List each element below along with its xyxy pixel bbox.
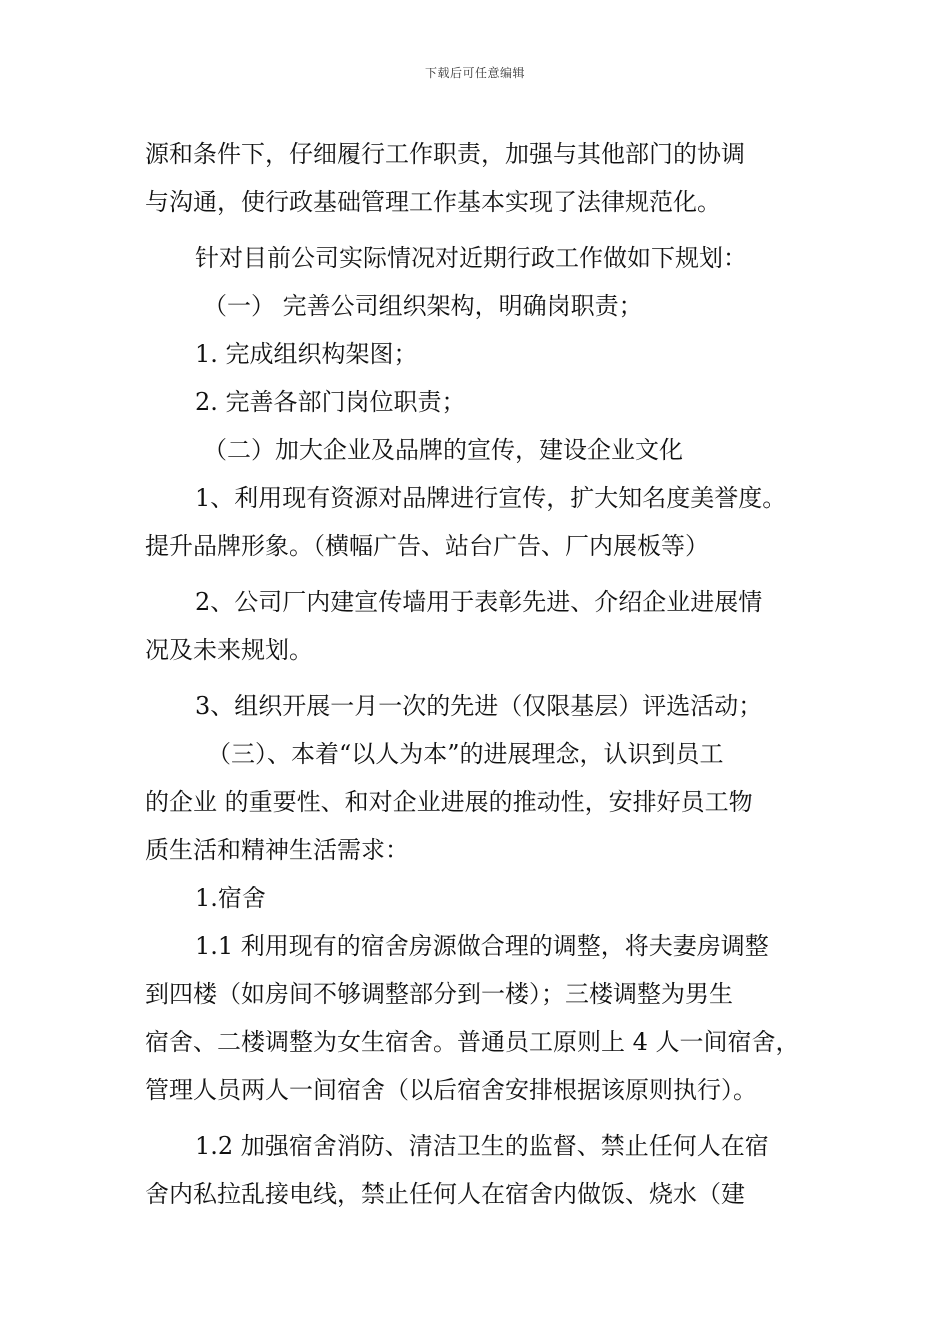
text-line: 到四楼（如房间不够调整部分到一楼）；三楼调整为男生 xyxy=(145,980,733,1008)
text-line: 宿舍、二楼调整为女生宿舍。普通员工原则上 4 人一间宿舍， xyxy=(145,1028,800,1056)
text-line: 针对目前公司实际情况对近期行政工作做如下规划： xyxy=(195,244,747,272)
section-heading: （一） 完善公司组织架构，明确岗职责； xyxy=(203,292,643,320)
section-heading: （三）、本着“以人为本”的进展理念，认识到员工 xyxy=(207,740,724,768)
document-body xyxy=(145,130,815,1218)
text-line: 的企业 的重要性、和对企业进展的推动性，安排好员工物 xyxy=(145,788,753,816)
text-line: 与沟通，使行政基础管理工作基本实现了法律规范化。 xyxy=(145,188,721,216)
subsection-heading: 1.宿舍 xyxy=(195,884,266,912)
section-heading: （二）加大企业及品牌的宣传，建设企业文化 xyxy=(203,436,683,464)
text-line: 提升品牌形象。（横幅广告、站台广告、厂内展板等） xyxy=(145,532,709,560)
list-item: 2、公司厂内建宣传墙用于表彰先进、介绍企业进展情 xyxy=(195,588,763,616)
list-item: 1、利用现有资源对品牌进行宣传，扩大知名度美誉度。 xyxy=(195,484,787,512)
text-line: 源和条件下，仔细履行工作职责，加强与其他部门的协调 xyxy=(145,140,745,168)
text-line: 管理人员两人一间宿舍（以后宿舍安排根据该原则执行）。 xyxy=(145,1076,757,1104)
list-item: 1.2 加强宿舍消防、清洁卫生的监督、禁止任何人在宿 xyxy=(195,1132,769,1160)
header-note: 下载后可任意编辑 xyxy=(424,66,525,80)
list-item: 2. 完善各部门岗位职责； xyxy=(195,388,466,416)
list-item: 1. 完成组织构架图； xyxy=(195,340,418,368)
list-item: 3、组织开展一月一次的先进（仅限基层）评选活动； xyxy=(195,692,763,720)
text-line: 质生活和精神生活需求： xyxy=(145,836,409,864)
text-line: 况及未来规划。 xyxy=(145,636,313,664)
text-line: 舍内私拉乱接电线，禁止任何人在宿舍内做饭、烧水（建 xyxy=(145,1180,745,1208)
list-item: 1.1 利用现有的宿舍房源做合理的调整，将夫妻房调整 xyxy=(195,932,769,960)
